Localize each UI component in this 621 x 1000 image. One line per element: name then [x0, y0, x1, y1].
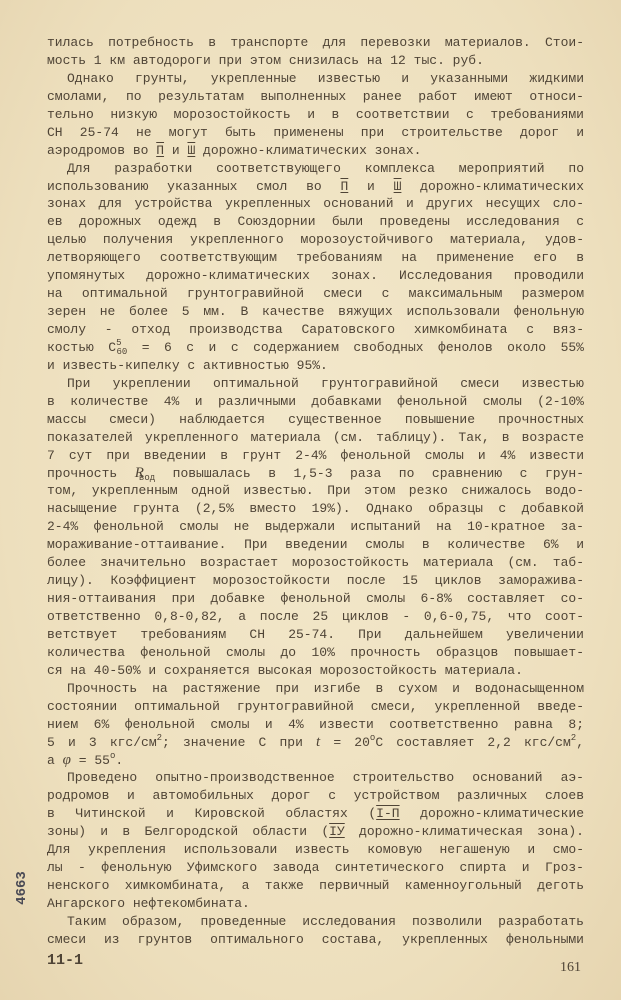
text-run: количества фенольной смолы до 10% прочность образцов повышает-	[47, 644, 584, 660]
text-line	[47, 841, 584, 859]
text-run: Прочность на растяжение при изгибе в сухом и водонасыщенном	[67, 680, 584, 696]
math-symbol: φ	[62, 751, 71, 768]
math-symbol: t	[316, 733, 321, 750]
text-run: Таким образом, проведенные исследования позволили разработать	[67, 913, 584, 929]
body-text	[47, 34, 584, 949]
text-run: Для укрепления использовали известь комовую негашеную и смо-	[47, 842, 584, 858]
text-run: Однако грунты, укрепленные известью и указанными жидкими	[67, 70, 584, 86]
text-line	[47, 554, 584, 572]
paragraph	[47, 375, 584, 680]
text-line	[47, 590, 584, 608]
paragraph	[47, 769, 584, 913]
text-run: дорожно-климатические	[399, 806, 584, 822]
text-run: смолу - отход производства Саратовского химкомбината с вяз-	[47, 322, 584, 337]
text-run: мость 1 км автодороги при этом снизилась на 12 тыс. руб.	[47, 52, 484, 68]
text-line	[47, 88, 584, 106]
text-line	[47, 482, 584, 500]
text-line	[47, 769, 584, 787]
text-line	[47, 375, 584, 393]
math-symbol: R	[134, 464, 144, 481]
superscript: 2	[156, 732, 163, 743]
superscript: 5	[116, 337, 122, 348]
superscript: o	[109, 750, 116, 761]
text-line	[47, 106, 584, 124]
text-run: массы смеси) наблюдается существенное повышение прочностных	[47, 411, 584, 427]
text-run: лицу). Коэффициент морозостойкости после 15 циклов заморажива-	[47, 573, 584, 589]
text-line	[47, 52, 584, 70]
text-run: ответственно 0,8-0,82, а после 25 циклов - 0,6-0,75, что соот-	[47, 609, 584, 624]
text-run: и известь-кипелку с активностью 95%.	[47, 357, 328, 373]
text-line	[47, 500, 584, 518]
text-run: СН 25-74 не могут быть применены при строительстве дорог и	[47, 124, 584, 140]
text-line	[47, 411, 584, 429]
text-run: насыщение грунта (2,5% вместо 19%). Однако образцы с добавкой	[47, 501, 584, 517]
text-line	[47, 357, 584, 375]
text-run: При укреплении оптимальной грунтогравийной смеси известью	[67, 375, 584, 391]
text-line	[47, 716, 584, 734]
text-line	[47, 536, 584, 554]
text-run: целью получения укрепленного морозоустойчивого материала, удов-	[47, 232, 584, 248]
text-run: показателей укрепленного материала (см. таблицу). Так, в возрасте	[47, 429, 584, 445]
text-line	[47, 805, 584, 823]
text-line	[47, 465, 584, 483]
text-line	[47, 752, 584, 770]
text-line	[47, 429, 584, 447]
text-run: и	[164, 142, 188, 158]
subscript: вод	[138, 472, 156, 483]
superscript: o	[369, 732, 376, 743]
text-run: летворяющего соответствующим требованиям на применение его в	[47, 250, 584, 266]
text-line	[47, 393, 584, 411]
text-line	[47, 285, 584, 303]
text-line	[47, 231, 584, 249]
roman-numeral-zone: Ш	[187, 142, 196, 158]
text-line	[47, 787, 584, 805]
margin-stamp: 4663	[14, 871, 30, 905]
text-line	[47, 142, 584, 160]
text-line	[47, 267, 584, 285]
text-line	[47, 518, 584, 536]
text-run: повышалась в 1,5-3 раза по сравнению с грун-	[155, 465, 585, 481]
superscript: 2	[570, 732, 577, 743]
text-line	[47, 303, 584, 321]
text-run: Для разработки соответствующего комплекса мероприятий по	[67, 160, 584, 176]
text-line	[47, 447, 584, 465]
text-line	[47, 644, 584, 662]
text-run: смолами, по результатам выполненных ранее работ имеют относи-	[47, 88, 584, 104]
text-run: дорожно-климатических	[401, 178, 585, 194]
text-line	[47, 877, 584, 895]
roman-numeral-zone: П	[156, 142, 165, 158]
text-line	[47, 213, 584, 231]
text-run: аэродромов во	[47, 142, 157, 158]
text-run: родромов и автомобильных дорог с устройством различных слоев	[47, 788, 584, 804]
text-line	[47, 608, 584, 626]
text-run: 2-4% фенольной смолы не выдержали испытаний на 10-кратное за-	[47, 519, 584, 535]
text-run: лы - фенольную Уфимского завода синтетического спирта и Гроз-	[47, 860, 584, 876]
roman-numeral-zone: П	[340, 178, 349, 194]
text-run: ся на 40-50% и сохраняется высокая морозостойкость материала.	[47, 662, 523, 678]
text-run: Ангарского нефтекомбината.	[47, 896, 250, 911]
text-line	[47, 662, 584, 680]
paragraph	[47, 160, 584, 375]
text-run: = 6 с и с содержанием свободных фенолов около 55%	[127, 339, 584, 355]
text-run: = 20	[320, 734, 370, 750]
text-run: тилась потребность в транспорте для перевозки материалов. Стои-	[47, 35, 584, 50]
text-line	[47, 913, 584, 931]
text-line	[47, 680, 584, 698]
paragraph	[47, 680, 584, 770]
text-run: дорожно-климатическая зона).	[344, 824, 584, 840]
roman-numeral-zone: I-П	[376, 806, 400, 822]
text-run: С составляет 2,2 кгс/см	[375, 734, 571, 750]
text-line	[47, 178, 584, 196]
signature-mark: 11-1	[47, 952, 84, 969]
text-run: прочность	[47, 465, 135, 481]
paragraph	[47, 70, 584, 160]
text-run: .	[115, 752, 124, 768]
text-line	[47, 70, 584, 88]
text-run: упомянутых дорожно-климатических зонах. Исследования проводили	[47, 268, 584, 284]
text-line	[47, 160, 584, 178]
text-run: ния-оттаивания при добавке фенольной смолы 6-8% составляет со-	[47, 591, 584, 607]
text-line	[47, 895, 584, 913]
text-run: смеси из грунтов оптимального состава, укрепленных фенольными	[47, 931, 584, 947]
text-line	[47, 626, 584, 644]
text-run: нием 6% фенольной смолы и 4% извести соответственно равна 8;	[47, 716, 584, 732]
paragraph	[47, 913, 584, 949]
text-line	[47, 321, 584, 339]
text-line	[47, 931, 584, 949]
text-line	[47, 124, 584, 142]
text-line	[47, 859, 584, 877]
text-run: костью C	[47, 339, 117, 355]
text-run: Проведено опытно-производственное строительство оснований аэ-	[67, 770, 584, 786]
text-line	[47, 249, 584, 267]
text-line	[47, 572, 584, 590]
text-run: более значительно возрастает морозостойкость материала (см. таб-	[47, 555, 584, 571]
text-run: 7 сут при введении в грунт 2-4% фенольной смолы и 4% извести	[47, 447, 584, 463]
text-run: зонах для устройства укрепленных оснований и других несущих сло-	[47, 196, 584, 212]
text-run: 5 и 3 кгс/см	[47, 734, 157, 750]
text-run: в Читинской и Кировской областях (	[47, 806, 377, 822]
text-run: а	[47, 752, 63, 768]
text-run: на оптимальной грунтогравийной смеси с максимальным размером	[47, 286, 584, 302]
text-run: и	[348, 178, 394, 194]
text-run: в количестве 4% и различными добавками фенольной смолы (2-10%	[47, 393, 584, 409]
text-run: тельно низкую морозостойкость и в соответствии с требованиями	[47, 106, 584, 122]
text-run: том, укрепленным одной известью. При этом резко снижалось водо-	[47, 483, 584, 499]
text-run: ненского химкомбината, а также первичный каменноугольный деготь	[47, 878, 584, 894]
text-run: использованию указанных смол во	[47, 178, 341, 194]
text-run: = 55	[70, 752, 110, 768]
paragraph	[47, 34, 584, 70]
text-run: зоны) и в Белгородской области (	[47, 824, 330, 840]
text-line	[47, 734, 584, 752]
text-line	[47, 339, 584, 357]
text-line	[47, 195, 584, 213]
text-run: ев дорожных одежд в Союздорнии были проведены исследования с	[47, 214, 584, 230]
page-number: 161	[560, 960, 581, 975]
text-line	[47, 34, 584, 52]
roman-numeral-zone: IУ	[329, 824, 345, 840]
subscript: 60	[116, 346, 128, 357]
text-run: ; значение С при	[162, 734, 317, 750]
text-run: ,	[576, 734, 584, 750]
text-line	[47, 698, 584, 716]
roman-numeral-zone: Ш	[393, 178, 402, 194]
text-run: дорожно-климатических зонах.	[195, 142, 422, 158]
text-run: состоянии оптимальной грунтогравийной смеси, укрепленной введе-	[47, 698, 584, 714]
text-run: ветствует требованиям СН 25-74. При дальнейшем увеличении	[47, 626, 584, 642]
text-run: зерен не более 5 мм. В качестве вяжущих использовали фенольную	[47, 304, 584, 320]
text-run: мораживание-оттаивание. При введении смолы в количестве 6% и	[47, 537, 584, 553]
text-line	[47, 823, 584, 841]
